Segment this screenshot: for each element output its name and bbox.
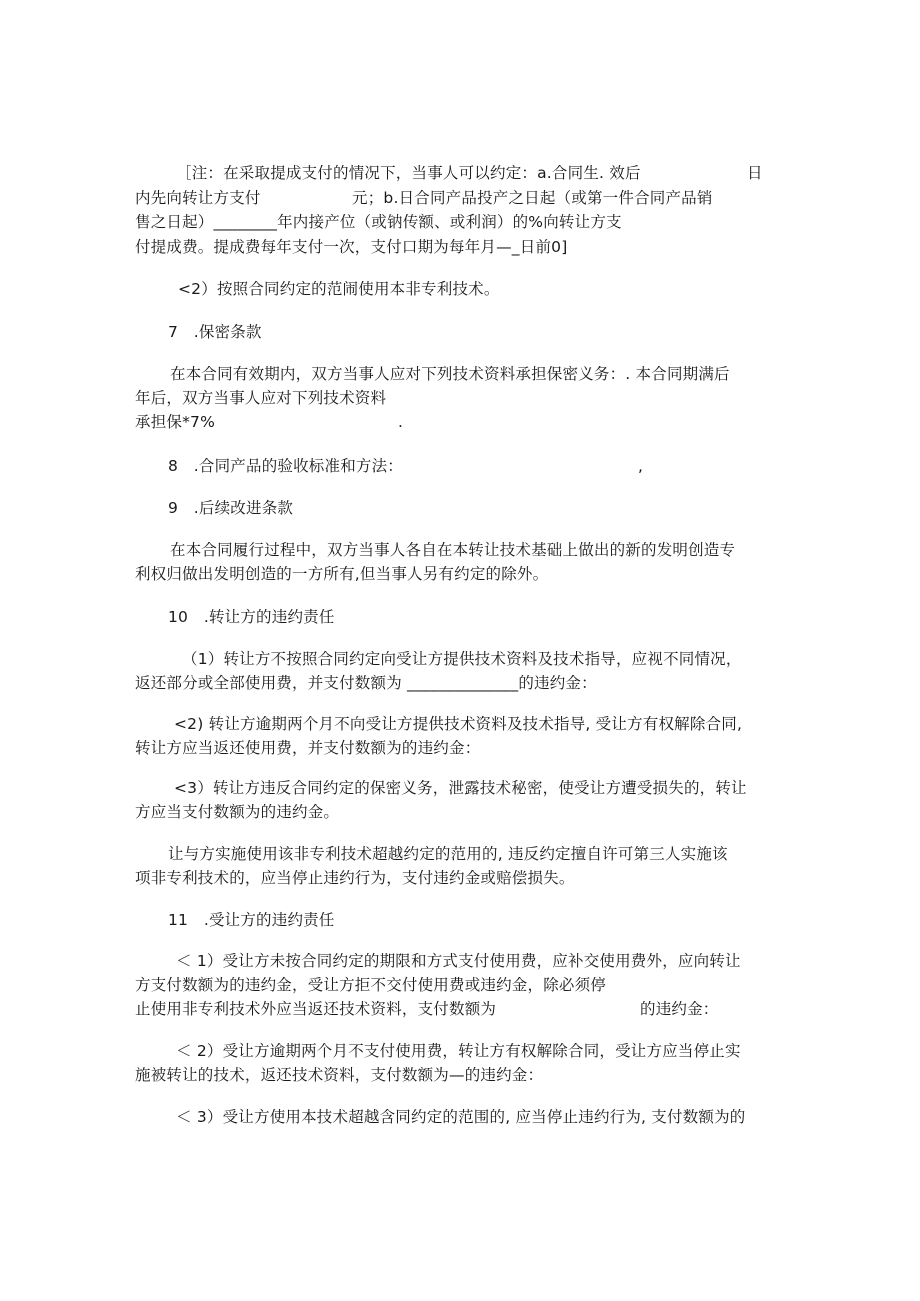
section-11-title: 11 .受让方的违约责任	[168, 911, 335, 929]
section-11-item-1-cont: 方支付数额为的违约金，受让方拒不交付使用费或违约金，除必须停	[135, 976, 607, 994]
section-10-item-1-cont: 返还部分或全部使用费，并支付数额为 ______________的违约金：	[135, 674, 597, 692]
section-7-paragraph-end: 承担保*7%	[135, 413, 216, 431]
section-11-item-1: ＜ 1）受让方未按合同约定的期限和方式支付使用费，应补交使用费外，应向转让	[176, 952, 741, 970]
section-11-item-2-cont: 施被转让的技术，返还技术资料，支付数额为—的违约金：	[135, 1066, 544, 1084]
note-line-3: 售之日起）________年内接产位（或钠传额、或利润）的%向转让方支	[135, 213, 622, 231]
section-10-item-2-cont: 转让方应当返还使用费，并支付数额为的违约金：	[135, 739, 481, 757]
note-line-1-end: 日	[747, 164, 763, 182]
section-10-item-1: （1）转让方不按照合同约定向受让方提供技术资料及技术指导，应视不同情况，	[182, 650, 742, 668]
section-10-item-3: <3）转让方违反合同约定的保密义务，泄露技术秘密，使受让方遭受损失的，转让	[174, 779, 747, 797]
clause-6-item-2: <2）按照合同约定的范闹使用本非专利技术。	[178, 280, 500, 298]
section-11-item-1-end: 的违约金：	[640, 1000, 719, 1018]
section-7-paragraph-cont: 年后，双方当事人应对下列技术资料	[135, 389, 387, 407]
note-line-2-start: 内先向转让方支付	[135, 189, 261, 207]
section-11-item-2: ＜ 2）受让方逾期两个月不支付使用费，转让方有权解除合同，受让方应当停止实	[176, 1042, 741, 1060]
section-8-comma: ,	[638, 457, 644, 475]
section-10-title: 10 .转让方的违约责任	[168, 608, 335, 626]
section-7-period: .	[398, 413, 404, 431]
section-9-paragraph-cont: 利权归做出发明创造的一方所有,但当事人另有约定的除外。	[135, 565, 549, 583]
section-9-title: 9 .后续改进条款	[168, 499, 294, 517]
section-10-item-2: <2) 转让方逾期两个月不向受让方提供技术资料及技术指导, 受让方有权解除合同,	[174, 715, 743, 733]
section-8-title: 8 .合同产品的验收标准和方法：	[168, 457, 403, 475]
note-line-2: 元；b.日合同产品投产之日起（或第一件合同产品销	[352, 189, 713, 207]
note-line-1: ［注：在采取提成支付的情况下，当事人可以约定：a.合同生. 效后	[176, 164, 641, 182]
section-7-title: 7 .保密条款	[168, 323, 262, 341]
section-10-paragraph: 让与方实施使用该非专利技术超越约定的范用的, 违反约定擅自许可第三人实施该	[168, 845, 728, 863]
section-9-paragraph: 在本合同履行过程中，双方当事人各自在本转让技术基础上做出的新的发明创造专	[170, 541, 736, 559]
section-11-item-1-cont-2: 止使用非专利技术外应当返还技术资料，支付数额为	[135, 1000, 497, 1018]
section-10-item-3-cont: 方应当支付数额为的违约金。	[135, 803, 340, 821]
section-10-paragraph-cont: 项非专利技术的，应当停止违约行为，支付违约金或赔偿损失。	[135, 869, 575, 887]
note-line-4: 付提成费。提成费每年支付一次，支付口期为每年月—_日前0]	[135, 238, 568, 256]
section-7-paragraph: 在本合同有效期内，双方当事人应对下列技术资料承担保密义务：. 本合同期满后	[170, 365, 730, 383]
section-11-item-3: ＜ 3）受让方使用本技术超越含同约定的范围的, 应当停止违约行为, 支付数额为的	[176, 1108, 746, 1126]
